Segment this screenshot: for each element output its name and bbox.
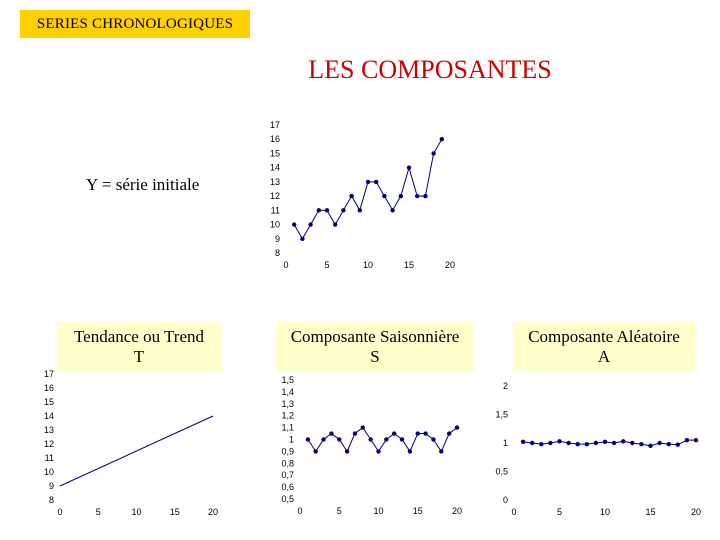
data-point [353,431,357,435]
data-point [447,431,451,435]
x-tick-label: 10 [362,260,374,270]
data-point [321,437,325,441]
y-tick-label: 9 [274,233,280,244]
data-point [399,194,403,198]
y-tick-label: 1 [502,438,508,448]
data-point [361,425,365,429]
data-point [431,437,435,441]
data-point [325,208,329,212]
x-tick-label: 15 [403,260,415,270]
data-point [612,441,616,445]
x-tick-label: 5 [336,506,342,516]
y-tick-label: 0,9 [281,446,294,457]
data-point [416,431,420,435]
data-point [639,442,643,446]
data-point [390,208,394,212]
data-point [408,449,412,453]
y-tick-label: 16 [269,134,280,145]
data-point [300,237,304,241]
initial-series-label: Y = série initiale [86,175,200,194]
x-tick-label: 20 [444,260,456,270]
data-point [349,194,353,198]
y-tick-label: 0,6 [281,482,294,493]
data-point [594,441,598,445]
data-point [676,443,680,447]
y-tick-label: 17 [43,369,54,379]
data-point [521,440,525,444]
x-tick-label: 10 [599,507,611,517]
initial-series-chart [250,115,470,275]
y-tick-label: 1,1 [281,422,294,433]
y-tick-label: 8 [274,248,280,258]
y-tick-label: 1,3 [281,398,294,409]
y-tick-label: 0,8 [281,458,294,469]
data-point [455,425,459,429]
y-tick-label: 0,5 [495,466,508,477]
y-tick-label: 12 [43,439,54,449]
y-tick-label: 16 [43,383,54,393]
data-point [292,222,296,226]
random-label-line1: Composante Aléatoire [528,327,680,346]
trend-chart [28,368,228,524]
section-tag: SERIES CHRONOLOGIQUES [20,10,250,38]
data-point [694,438,698,442]
trend-label-line1: Tendance ou Trend [73,327,205,346]
y-tick-label: 0 [502,495,508,505]
x-tick-label: 15 [412,506,423,516]
x-tick-label: 20 [690,507,702,517]
data-point [621,439,625,443]
data-point [314,449,318,453]
seasonal-label-line1: Composante Saisonnière [290,327,460,346]
y-tick-label: 10 [269,219,280,230]
random-chart [480,378,705,524]
x-tick-label: 15 [645,507,656,517]
series-line [294,139,442,239]
series-line [60,416,213,486]
y-tick-label: 10 [43,467,54,477]
y-tick-label: 8 [48,495,54,505]
y-tick-label: 13 [269,176,280,187]
seasonal-label-line2: S [370,347,380,366]
data-point [341,208,345,212]
y-tick-label: 15 [43,397,54,407]
data-point [685,438,689,442]
y-tick-label: 11 [44,453,54,463]
data-point [439,449,443,453]
random-label-line2: A [597,347,611,366]
x-tick-label: 15 [169,507,180,517]
x-tick-label: 0 [283,260,289,270]
y-tick-label: 14 [43,411,54,421]
data-point [358,208,362,212]
page-title: LES COMPOSANTES [308,55,552,84]
data-point [415,194,419,198]
data-point [308,222,312,226]
data-point [306,437,310,441]
data-point [440,137,444,141]
y-tick-label: 1,5 [281,375,294,385]
y-tick-label: 1,5 [495,409,508,420]
data-point [407,165,411,169]
data-point [345,449,349,453]
data-point [657,441,661,445]
x-tick-label: 0 [57,507,63,517]
y-tick-label: 11 [270,205,280,216]
x-tick-label: 5 [324,260,330,270]
data-point [333,222,337,226]
data-point [384,437,388,441]
data-point [530,441,534,445]
y-tick-label: 0,5 [281,494,294,504]
x-tick-label: 0 [297,506,303,516]
seasonal-chart [260,372,475,524]
data-point [337,437,341,441]
data-point [648,444,652,448]
data-point [423,431,427,435]
x-tick-label: 20 [451,506,463,516]
data-point [431,151,435,155]
data-point [603,440,607,444]
y-tick-label: 2 [502,381,508,391]
y-tick-label: 9 [48,481,54,491]
data-point [667,442,671,446]
y-tick-label: 15 [269,148,280,159]
x-tick-label: 5 [556,507,563,517]
x-tick-label: 5 [95,507,101,517]
seasonal-label-box [276,322,474,372]
y-tick-label: 17 [269,120,280,130]
data-point [382,194,386,198]
data-point [317,208,321,212]
trend-label-line2: T [133,347,145,366]
x-tick-label: 0 [511,507,517,517]
y-tick-label: 1,4 [281,386,294,397]
data-point [630,441,634,445]
y-tick-label: 0,7 [281,470,294,481]
y-tick-label: 12 [269,191,280,202]
y-tick-label: 13 [43,425,54,435]
data-point [392,431,396,435]
data-point [539,442,543,446]
data-point [576,442,580,446]
data-point [423,194,427,198]
random-label-box [513,322,695,372]
y-tick-label: 1 [288,434,294,445]
data-point [329,431,333,435]
data-point [548,441,552,445]
trend-label-box [57,322,221,372]
data-point [368,437,372,441]
data-point [366,180,370,184]
y-tick-label: 14 [269,162,280,173]
data-point [585,442,589,446]
data-point [374,180,378,184]
data-point [376,449,380,453]
x-tick-label: 20 [207,507,219,517]
data-point [400,437,404,441]
y-tick-label: 1,2 [281,410,294,421]
x-tick-label: 10 [131,507,142,517]
data-point [557,439,561,443]
data-point [566,441,570,445]
x-tick-label: 10 [373,506,384,516]
